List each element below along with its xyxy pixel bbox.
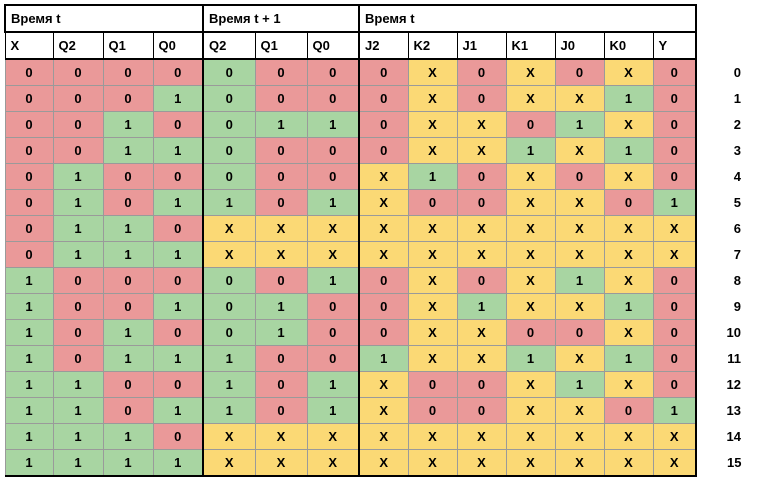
cell-q0-r12: 0 (153, 372, 203, 398)
cell-k2-r8: X (408, 268, 457, 294)
cell-j2-r1: 0 (359, 86, 408, 112)
cell-j0-r13: X (555, 398, 604, 424)
cell-q0-r1: 1 (153, 86, 203, 112)
cell-q2-r6: X (203, 216, 255, 242)
cell-q1-r3: 1 (103, 138, 153, 164)
cell-j0-r6: X (555, 216, 604, 242)
cell-q1-r8: 0 (103, 268, 153, 294)
cell-q1-r1: 0 (255, 86, 307, 112)
cell-q1-r12: 0 (255, 372, 307, 398)
cell-q1-r14: 1 (103, 424, 153, 450)
cell-q2-r0: 0 (53, 59, 103, 86)
cell-j1-r13: 0 (457, 398, 506, 424)
cell-j2-r14: X (359, 424, 408, 450)
cell-k0-r15: X (604, 450, 653, 477)
cell-j2-r3: 0 (359, 138, 408, 164)
cell-q1-r15: X (255, 450, 307, 477)
cell-j0-r12: 1 (555, 372, 604, 398)
cell-k1-r9: X (506, 294, 555, 320)
cell-x-r8: 1 (5, 268, 53, 294)
row-index: 9 (696, 294, 748, 320)
cell-q0-r8: 0 (153, 268, 203, 294)
cell-q2-r1: 0 (53, 86, 103, 112)
cell-x-r13: 1 (5, 398, 53, 424)
column-header-k1-10: K1 (506, 32, 555, 59)
cell-j0-r3: X (555, 138, 604, 164)
column-header-row (5, 32, 748, 59)
cell-j0-r2: 1 (555, 112, 604, 138)
table-row (5, 138, 748, 164)
cell-k1-r8: X (506, 268, 555, 294)
cell-q1-r11: 1 (103, 346, 153, 372)
group-header-2: Время t + 1 (203, 5, 359, 32)
cell-k0-r1: 1 (604, 86, 653, 112)
cell-y-r5: 1 (653, 190, 696, 216)
column-header-q0-3: Q0 (153, 32, 203, 59)
cell-k2-r4: 1 (408, 164, 457, 190)
cell-q1-r0: 0 (103, 59, 153, 86)
cell-x-r15: 1 (5, 450, 53, 477)
cell-j2-r13: X (359, 398, 408, 424)
cell-k0-r14: X (604, 424, 653, 450)
cell-q1-r10: 1 (255, 320, 307, 346)
cell-k0-r10: X (604, 320, 653, 346)
cell-q1-r2: 1 (255, 112, 307, 138)
cell-q0-r1: 0 (307, 86, 359, 112)
cell-j1-r5: 0 (457, 190, 506, 216)
cell-x-r0: 0 (5, 59, 53, 86)
row-index: 2 (696, 112, 748, 138)
row-index: 6 (696, 216, 748, 242)
cell-j2-r4: X (359, 164, 408, 190)
cell-k2-r3: X (408, 138, 457, 164)
cell-q1-r6: X (255, 216, 307, 242)
column-header-spacer (696, 32, 748, 59)
column-header-k2-8: K2 (408, 32, 457, 59)
cell-q2-r8: 0 (203, 268, 255, 294)
cell-q2-r13: 1 (53, 398, 103, 424)
cell-k0-r6: X (604, 216, 653, 242)
cell-k2-r10: X (408, 320, 457, 346)
cell-x-r12: 1 (5, 372, 53, 398)
cell-q2-r15: X (203, 450, 255, 477)
cell-q0-r15: X (307, 450, 359, 477)
cell-k2-r0: X (408, 59, 457, 86)
cell-y-r0: 0 (653, 59, 696, 86)
cell-q2-r10: 0 (203, 320, 255, 346)
cell-q2-r12: 1 (53, 372, 103, 398)
cell-k2-r13: 0 (408, 398, 457, 424)
cell-q1-r8: 0 (255, 268, 307, 294)
cell-k1-r10: 0 (506, 320, 555, 346)
cell-j0-r1: X (555, 86, 604, 112)
cell-q0-r9: 1 (153, 294, 203, 320)
cell-j1-r12: 0 (457, 372, 506, 398)
cell-q2-r5: 1 (53, 190, 103, 216)
table-row (5, 346, 748, 372)
cell-j0-r14: X (555, 424, 604, 450)
row-index: 8 (696, 268, 748, 294)
cell-q2-r2: 0 (203, 112, 255, 138)
cell-q2-r9: 0 (53, 294, 103, 320)
cell-k0-r13: 0 (604, 398, 653, 424)
cell-k2-r12: 0 (408, 372, 457, 398)
cell-k0-r5: 0 (604, 190, 653, 216)
cell-q0-r0: 0 (153, 59, 203, 86)
cell-k1-r2: 0 (506, 112, 555, 138)
cell-k1-r13: X (506, 398, 555, 424)
cell-j0-r15: X (555, 450, 604, 477)
row-index: 13 (696, 398, 748, 424)
column-header-q2-1: Q2 (53, 32, 103, 59)
state-transition-table (4, 4, 748, 477)
cell-k2-r15: X (408, 450, 457, 477)
cell-k0-r7: X (604, 242, 653, 268)
cell-q2-r7: X (203, 242, 255, 268)
cell-q1-r14: X (255, 424, 307, 450)
table-row (5, 424, 748, 450)
cell-k0-r8: X (604, 268, 653, 294)
cell-q2-r13: 1 (203, 398, 255, 424)
cell-q0-r11: 1 (153, 346, 203, 372)
group-header-3: Время t (359, 5, 696, 32)
cell-j2-r7: X (359, 242, 408, 268)
table-row (5, 190, 748, 216)
cell-q2-r4: 0 (203, 164, 255, 190)
cell-q0-r9: 0 (307, 294, 359, 320)
group-header-spacer (696, 5, 748, 32)
table-row (5, 398, 748, 424)
cell-k1-r7: X (506, 242, 555, 268)
cell-k2-r2: X (408, 112, 457, 138)
cell-q1-r1: 0 (103, 86, 153, 112)
cell-k0-r11: 1 (604, 346, 653, 372)
cell-x-r5: 0 (5, 190, 53, 216)
row-index: 11 (696, 346, 748, 372)
cell-q2-r8: 0 (53, 268, 103, 294)
cell-y-r7: X (653, 242, 696, 268)
group-header-1: Время t (5, 5, 203, 32)
cell-j0-r4: 0 (555, 164, 604, 190)
spreadsheet-canvas (0, 4, 772, 490)
cell-q1-r3: 0 (255, 138, 307, 164)
cell-j2-r11: 1 (359, 346, 408, 372)
cell-y-r6: X (653, 216, 696, 242)
cell-q1-r0: 0 (255, 59, 307, 86)
cell-x-r2: 0 (5, 112, 53, 138)
cell-j2-r5: X (359, 190, 408, 216)
cell-q1-r5: 0 (103, 190, 153, 216)
cell-j1-r9: 1 (457, 294, 506, 320)
cell-q2-r11: 0 (53, 346, 103, 372)
cell-x-r4: 0 (5, 164, 53, 190)
cell-q2-r11: 1 (203, 346, 255, 372)
cell-j2-r12: X (359, 372, 408, 398)
cell-q0-r10: 0 (153, 320, 203, 346)
cell-x-r1: 0 (5, 86, 53, 112)
cell-j2-r15: X (359, 450, 408, 477)
cell-j1-r8: 0 (457, 268, 506, 294)
row-index: 12 (696, 372, 748, 398)
cell-j1-r0: 0 (457, 59, 506, 86)
cell-j0-r0: 0 (555, 59, 604, 86)
cell-k1-r4: X (506, 164, 555, 190)
cell-y-r11: 0 (653, 346, 696, 372)
cell-q1-r7: X (255, 242, 307, 268)
cell-q0-r5: 1 (307, 190, 359, 216)
row-index: 14 (696, 424, 748, 450)
cell-q0-r6: 0 (153, 216, 203, 242)
cell-q0-r8: 1 (307, 268, 359, 294)
cell-q0-r6: X (307, 216, 359, 242)
cell-k1-r1: X (506, 86, 555, 112)
column-header-q0-6: Q0 (307, 32, 359, 59)
cell-j2-r0: 0 (359, 59, 408, 86)
cell-k0-r9: 1 (604, 294, 653, 320)
cell-k2-r6: X (408, 216, 457, 242)
cell-k1-r6: X (506, 216, 555, 242)
column-header-q1-5: Q1 (255, 32, 307, 59)
cell-q1-r9: 0 (103, 294, 153, 320)
cell-q1-r5: 0 (255, 190, 307, 216)
cell-q2-r7: 1 (53, 242, 103, 268)
column-header-k0-12: K0 (604, 32, 653, 59)
cell-k1-r3: 1 (506, 138, 555, 164)
cell-x-r9: 1 (5, 294, 53, 320)
cell-q1-r9: 1 (255, 294, 307, 320)
cell-y-r10: 0 (653, 320, 696, 346)
row-index: 15 (696, 450, 748, 477)
cell-y-r13: 1 (653, 398, 696, 424)
column-header-j1-9: J1 (457, 32, 506, 59)
cell-j1-r11: X (457, 346, 506, 372)
cell-k1-r12: X (506, 372, 555, 398)
cell-x-r7: 0 (5, 242, 53, 268)
row-index: 4 (696, 164, 748, 190)
cell-q0-r13: 1 (307, 398, 359, 424)
cell-k0-r12: X (604, 372, 653, 398)
cell-j2-r10: 0 (359, 320, 408, 346)
cell-j2-r8: 0 (359, 268, 408, 294)
cell-q1-r6: 1 (103, 216, 153, 242)
cell-j1-r4: 0 (457, 164, 506, 190)
cell-j0-r5: X (555, 190, 604, 216)
cell-k1-r0: X (506, 59, 555, 86)
cell-j1-r3: X (457, 138, 506, 164)
table-row (5, 216, 748, 242)
cell-q0-r14: X (307, 424, 359, 450)
cell-k2-r14: X (408, 424, 457, 450)
cell-q1-r2: 1 (103, 112, 153, 138)
table-row (5, 320, 748, 346)
cell-y-r1: 0 (653, 86, 696, 112)
cell-j2-r2: 0 (359, 112, 408, 138)
table-row (5, 112, 748, 138)
cell-q2-r3: 0 (53, 138, 103, 164)
cell-j1-r10: X (457, 320, 506, 346)
cell-y-r14: X (653, 424, 696, 450)
table-row (5, 242, 748, 268)
cell-k2-r11: X (408, 346, 457, 372)
cell-j2-r6: X (359, 216, 408, 242)
cell-q1-r12: 0 (103, 372, 153, 398)
column-header-q2-4: Q2 (203, 32, 255, 59)
column-header-y-13: Y (653, 32, 696, 59)
cell-k0-r2: X (604, 112, 653, 138)
cell-q1-r11: 0 (255, 346, 307, 372)
table-row (5, 372, 748, 398)
cell-j0-r11: X (555, 346, 604, 372)
cell-q1-r13: 0 (255, 398, 307, 424)
table-row (5, 450, 748, 477)
cell-q2-r2: 0 (53, 112, 103, 138)
cell-q0-r12: 1 (307, 372, 359, 398)
cell-q1-r4: 0 (103, 164, 153, 190)
cell-q2-r1: 0 (203, 86, 255, 112)
cell-q0-r5: 1 (153, 190, 203, 216)
cell-j0-r10: 0 (555, 320, 604, 346)
row-index: 7 (696, 242, 748, 268)
cell-k0-r3: 1 (604, 138, 653, 164)
cell-q2-r14: 1 (53, 424, 103, 450)
cell-k2-r1: X (408, 86, 457, 112)
cell-q2-r12: 1 (203, 372, 255, 398)
cell-q0-r15: 1 (153, 450, 203, 477)
table-row (5, 164, 748, 190)
cell-x-r14: 1 (5, 424, 53, 450)
cell-k2-r5: 0 (408, 190, 457, 216)
cell-y-r15: X (653, 450, 696, 477)
cell-j1-r1: 0 (457, 86, 506, 112)
cell-k1-r14: X (506, 424, 555, 450)
cell-q0-r2: 0 (153, 112, 203, 138)
cell-q2-r0: 0 (203, 59, 255, 86)
row-index: 0 (696, 59, 748, 86)
cell-q0-r13: 1 (153, 398, 203, 424)
cell-y-r8: 0 (653, 268, 696, 294)
column-header-j2-7: J2 (359, 32, 408, 59)
table-row (5, 59, 748, 86)
cell-j2-r9: 0 (359, 294, 408, 320)
cell-q2-r4: 1 (53, 164, 103, 190)
cell-j0-r8: 1 (555, 268, 604, 294)
cell-q0-r3: 1 (153, 138, 203, 164)
column-header-j0-11: J0 (555, 32, 604, 59)
cell-q2-r14: X (203, 424, 255, 450)
cell-k2-r9: X (408, 294, 457, 320)
cell-k1-r15: X (506, 450, 555, 477)
cell-y-r3: 0 (653, 138, 696, 164)
cell-q1-r7: 1 (103, 242, 153, 268)
cell-q0-r0: 0 (307, 59, 359, 86)
cell-j1-r15: X (457, 450, 506, 477)
cell-k0-r4: X (604, 164, 653, 190)
cell-q2-r10: 0 (53, 320, 103, 346)
cell-q0-r2: 1 (307, 112, 359, 138)
cell-k0-r0: X (604, 59, 653, 86)
cell-q1-r13: 0 (103, 398, 153, 424)
cell-x-r11: 1 (5, 346, 53, 372)
cell-q0-r7: X (307, 242, 359, 268)
row-index: 5 (696, 190, 748, 216)
cell-q0-r4: 0 (153, 164, 203, 190)
cell-x-r3: 0 (5, 138, 53, 164)
cell-x-r10: 1 (5, 320, 53, 346)
cell-k2-r7: X (408, 242, 457, 268)
cell-q2-r9: 0 (203, 294, 255, 320)
cell-k1-r11: 1 (506, 346, 555, 372)
cell-q0-r10: 0 (307, 320, 359, 346)
cell-q0-r4: 0 (307, 164, 359, 190)
cell-j1-r14: X (457, 424, 506, 450)
cell-j0-r9: X (555, 294, 604, 320)
cell-j1-r6: X (457, 216, 506, 242)
cell-j0-r7: X (555, 242, 604, 268)
row-index: 3 (696, 138, 748, 164)
cell-x-r6: 0 (5, 216, 53, 242)
cell-q1-r10: 1 (103, 320, 153, 346)
table-body (5, 59, 748, 476)
cell-q0-r7: 1 (153, 242, 203, 268)
cell-q2-r5: 1 (203, 190, 255, 216)
table-row (5, 86, 748, 112)
table-header (5, 5, 748, 59)
cell-q0-r3: 0 (307, 138, 359, 164)
cell-q1-r15: 1 (103, 450, 153, 477)
column-header-q1-2: Q1 (103, 32, 153, 59)
cell-q0-r11: 0 (307, 346, 359, 372)
group-header-row (5, 5, 748, 32)
cell-y-r4: 0 (653, 164, 696, 190)
row-index: 1 (696, 86, 748, 112)
cell-k1-r5: X (506, 190, 555, 216)
cell-q2-r15: 1 (53, 450, 103, 477)
cell-q2-r6: 1 (53, 216, 103, 242)
cell-j1-r7: X (457, 242, 506, 268)
row-index: 10 (696, 320, 748, 346)
cell-y-r9: 0 (653, 294, 696, 320)
cell-q0-r14: 0 (153, 424, 203, 450)
column-header-x-0: X (5, 32, 53, 59)
cell-y-r2: 0 (653, 112, 696, 138)
cell-j1-r2: X (457, 112, 506, 138)
table-row (5, 294, 748, 320)
table-row (5, 268, 748, 294)
cell-y-r12: 0 (653, 372, 696, 398)
cell-q2-r3: 0 (203, 138, 255, 164)
cell-q1-r4: 0 (255, 164, 307, 190)
